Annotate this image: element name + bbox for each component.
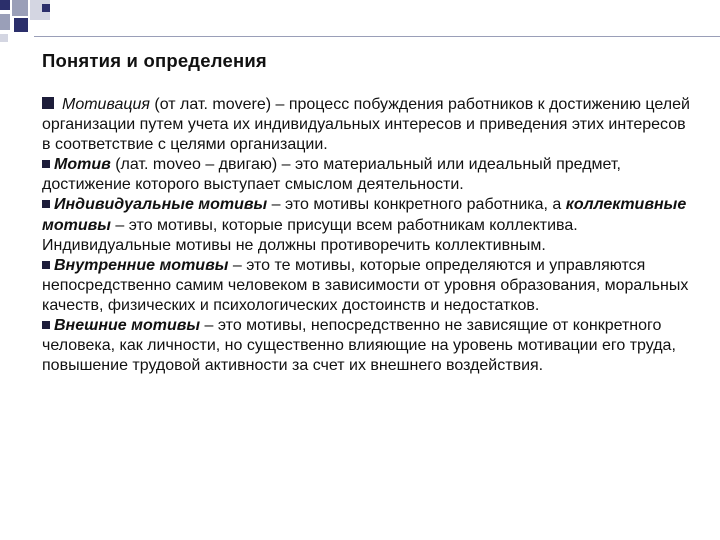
term-text: Мотивация [62,96,150,113]
term-text: Внутренние мотивы [54,256,229,274]
definition-text: (от лат. movere) – процесс побуждения работников к достижению целей организации путем учета их индивидуальных интересов и приведения этих интересов в соответствие с целями организации. [42,96,690,154]
slide-body [42,95,692,376]
bullet-square-icon [42,97,54,109]
decor-square-mid-1 [12,0,28,16]
bullet-square-icon [42,321,50,329]
definition-paragraph [42,95,692,155]
term-text: коллективные мотивы [42,196,687,234]
definition-text: – это мотивы конкретного работника, а [267,196,566,214]
decor-square-dark-3 [42,4,50,12]
term-text: Внешние мотивы [54,317,201,335]
definition-paragraph [42,316,692,376]
definition-text: – это те мотивы, которые определяются и управляются непосредственно самим человеком в зависимости от уровня образования, моральных качеств, физических и психологических достоинств и недостатков. [42,256,689,314]
decor-square-mid-2 [0,14,10,30]
bullet-square-icon [42,261,50,269]
header-divider [34,36,720,37]
term-text: Мотив [54,156,111,174]
definition-paragraph [42,256,692,316]
decor-square-dark-2 [14,18,28,32]
bullet-square-icon [42,160,50,168]
definition-text: – это мотивы, непосредственно не зависящие от конкретного человека, как личности, но существенно влияющие на уровень мотивации его труда, повышение трудовой активности за счет их внешнего воздействия. [42,317,676,375]
bullet-square-icon [42,200,50,208]
slide-title: Понятия и определения [42,50,267,71]
decor-square-dark-1 [0,0,10,10]
definition-text: (лат. moveo – двигаю) – это материальный или идеальный предмет, достижение которого выступает смыслом деятельности. [42,156,621,194]
definition-paragraph [42,155,692,195]
decor-square-light-2 [0,34,8,42]
definition-text: – это мотивы, которые присущи всем работникам коллектива. Индивидуальные мотивы не должны противоречить коллективным. [42,216,578,254]
definition-paragraph [42,195,692,255]
term-text: Индивидуальные мотивы [54,196,268,214]
